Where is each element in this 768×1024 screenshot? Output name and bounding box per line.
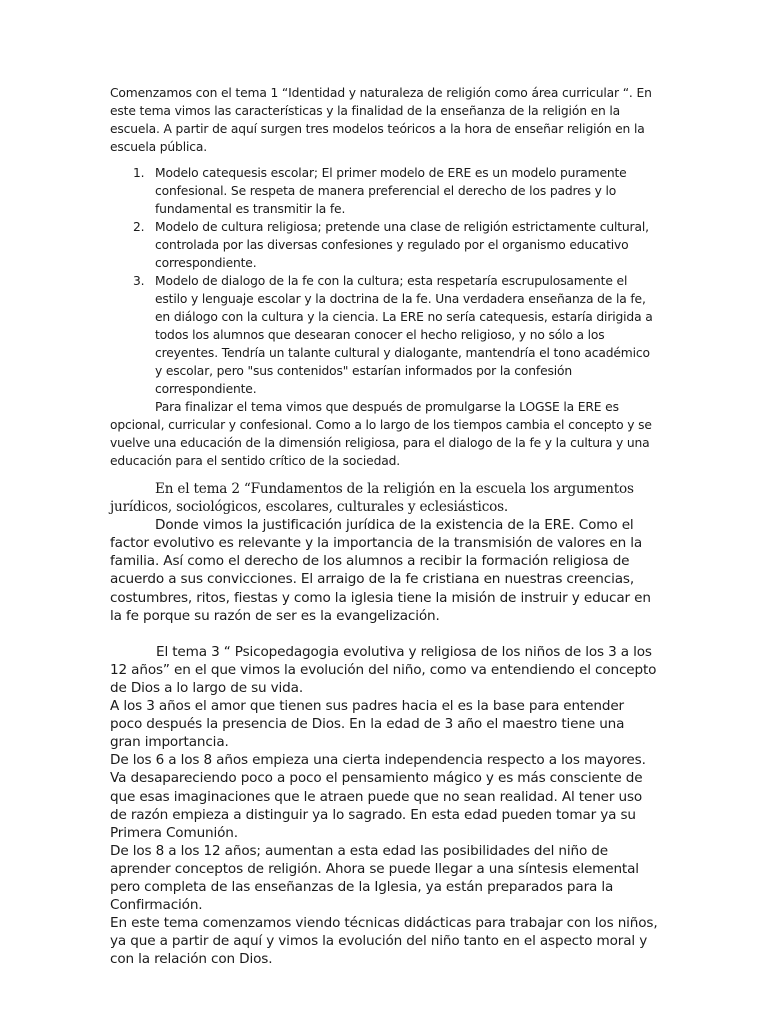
- tema3-age6-paragraph: De los 6 a los 8 años empieza una cierta independencia respecto a los mayores. Va desapareciendo poco a poco el pensamiento mágico y es más consciente de que esas imaginaciones que le atraen puede que no sean realidad. Al tener uso de razón empieza a distinguir ya lo sagrado. En esta edad pueden tomar ya su Primera Comunión.: [110, 752, 646, 841]
- tema2-body-paragraph: Donde vimos la justificación jurídica de la existencia de la ERE. Como el factor evolutivo es relevante y la importancia de la transmisión de valores en la familia. Así como el derecho de los alumnos a recibir la formación religiosa de acuerdo a sus convicciones. El arraigo de la fe cristiana en nuestras creencias, costumbres, ritos, fiestas y como la iglesia tiene la misión de instruir y educar en la fe porque su razón de ser es la evangelización.: [110, 517, 651, 624]
- tema1-conclusion-paragraph: Para finalizar el tema vimos que después de promulgarse la LOGSE la ERE es opcional, curricular y confesional. Como a lo largo de los tiempos cambia el concepto y se vuelve una educación de la dimensión religiosa, para el dialogo de la fe y la cultura y una educación para el sentido crítico de la sociedad.: [110, 400, 652, 468]
- list-item-text: Modelo de cultura religiosa; pretende una clase de religión estrictamente cultural, controlada por las diversas confesiones y regulado por el organismo educativo correspondiente.: [155, 220, 649, 270]
- tema3-age3-paragraph: A los 3 años el amor que tienen sus padres hacia el es la base para entender poco después la presencia de Dios. En la edad de 3 año el maestro tiene una gran importancia.: [110, 698, 625, 751]
- tema3-age8-paragraph: De los 8 a los 12 años; aumentan a esta edad las posibilidades del niño de aprender conceptos de religión. Ahora se puede llegar a una síntesis elemental pero completa de las enseñanzas de la Iglesia, ya están preparados para la Confirmación.: [110, 842, 639, 914]
- list-item: [110, 164, 658, 218]
- list-item: [110, 218, 658, 272]
- list-item: [110, 272, 658, 398]
- list-number: 1.: [133, 166, 145, 180]
- tema1-intro-paragraph: Comenzamos con el tema 1 “Identidad y naturaleza de religión como área curricular “. En este tema vimos las características y la finalidad de la enseñanza de la religión en la escuela. A partir de aquí surgen tres modelos teóricos a la hora de enseñar religión en la escuela pública.: [110, 86, 652, 154]
- list-item-text: Modelo catequesis escolar; El primer modelo de ERE es un modelo puramente confesional. Se respeta de manera preferencial el derecho de los padres y lo fundamental es transmitir la fe.: [155, 166, 627, 216]
- list-number: 2.: [133, 220, 145, 234]
- document-page: [110, 84, 658, 968]
- tema3-closing-paragraph: En este tema comenzamos viendo técnicas didácticas para trabajar con los niños, ya que a partir de aquí y vimos la evolución del niño tanto en el aspecto moral y con la relación con Dios.: [110, 915, 658, 968]
- tema3-intro-paragraph: El tema 3 “ Psicopedagogia evolutiva y religiosa de los niños de los 3 a los 12 años” en el que vimos la evolución del niño, como va entendiendo el concepto de Dios a lo largo de su vida.: [110, 643, 657, 696]
- list-number: 3.: [133, 274, 145, 288]
- tema2-heading: En el tema 2 “Fundamentos de la religión en la escuela los argumentos jurídicos, sociológicos, escolares, culturales y eclesiásticos.: [110, 481, 634, 516]
- models-list: [110, 164, 658, 398]
- list-item-text: Modelo de dialogo de la fe con la cultura; esta respetaría escrupulosamente el estilo y lenguaje escolar y la doctrina de la fe. Una verdadera enseñanza de la fe, en diálogo con la cultura y la ciencia. La ERE no sería catequesis, estaría dirigida a todos los alumnos que desearan conocer el hecho religioso, y no sólo a los creyentes. Tendría un talante cultural y dialogante, mantendría el tono académico y escolar, pero "sus contenidos" estarían informados por la confesión correspondiente.: [155, 274, 653, 396]
